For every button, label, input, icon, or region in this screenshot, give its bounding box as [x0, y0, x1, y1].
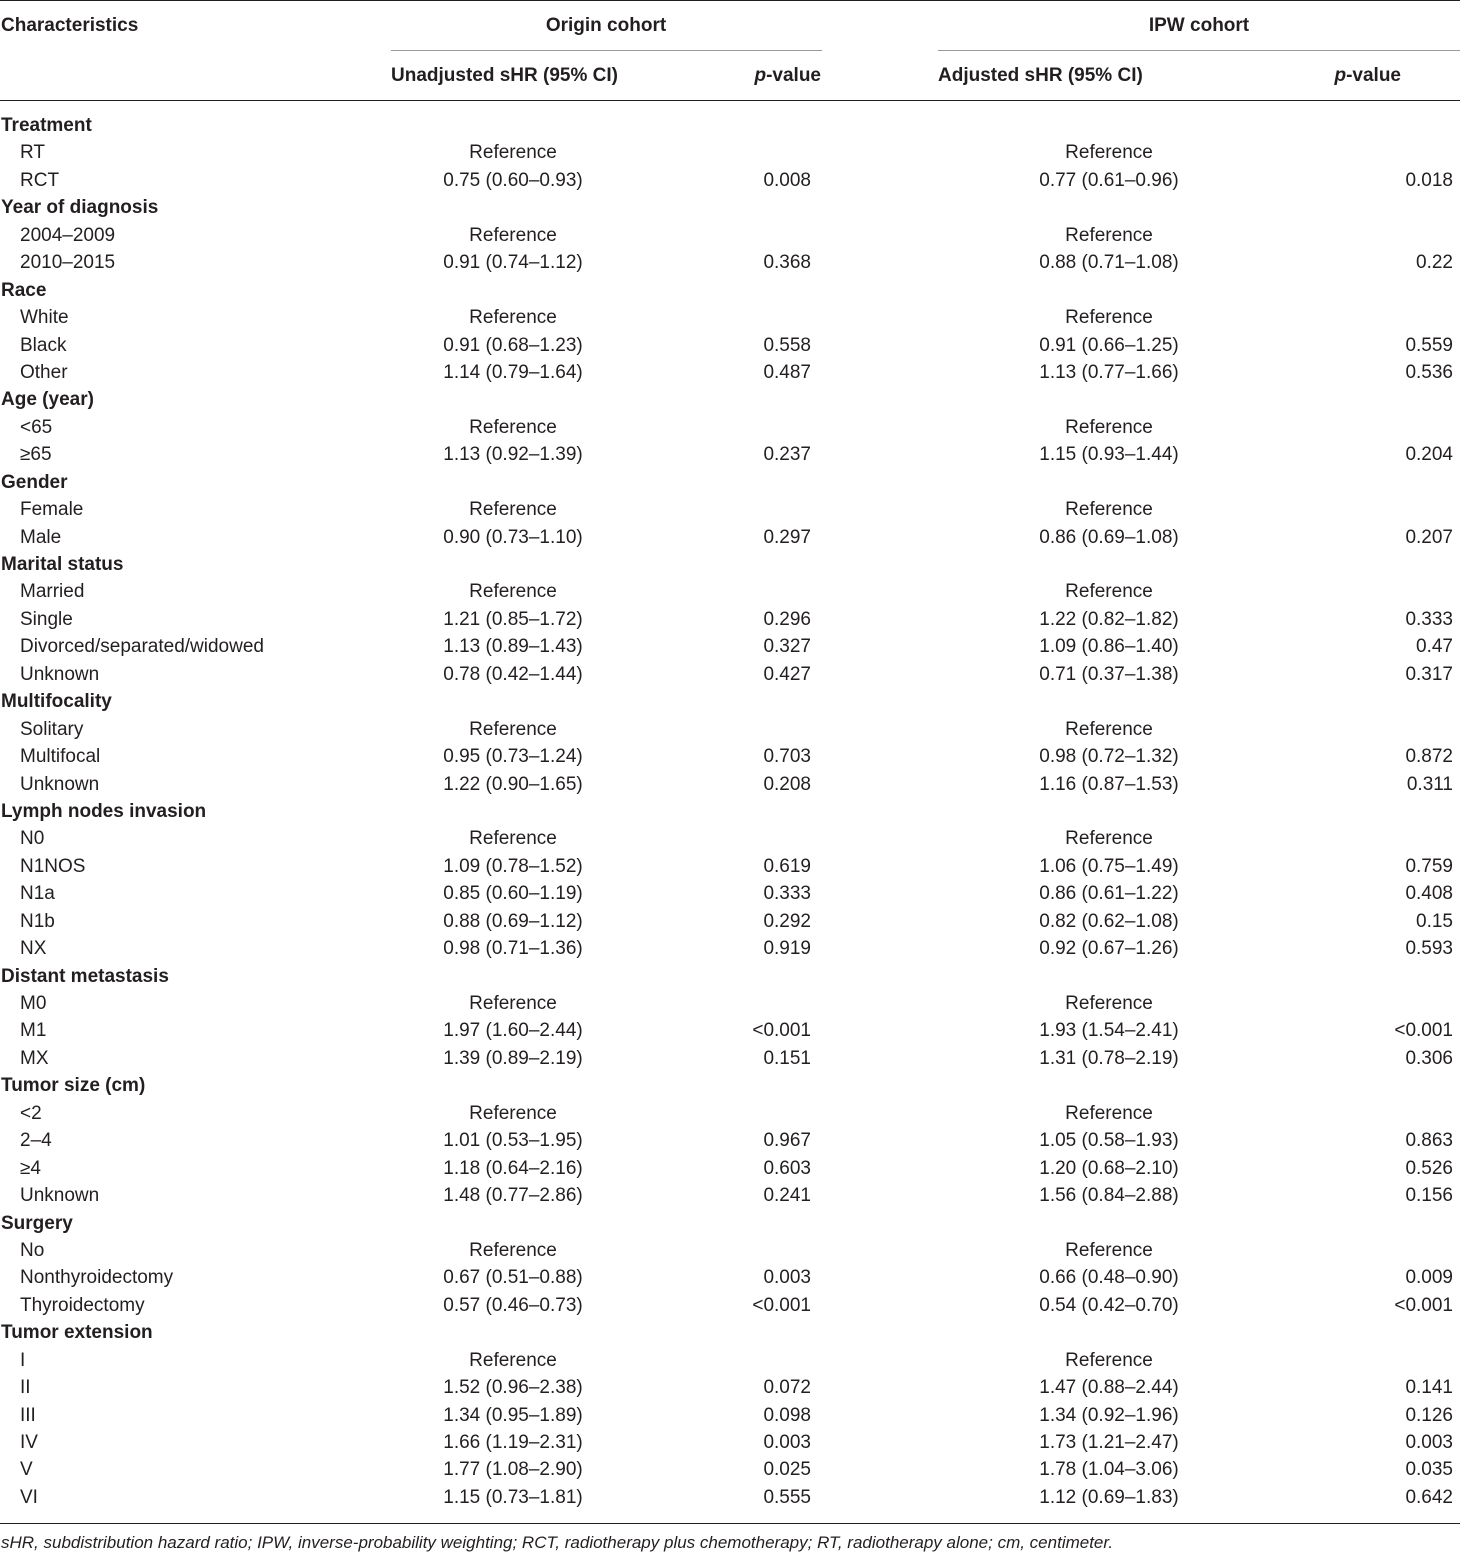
header-origin-p-value: [754, 65, 821, 87]
ipw-cohort-rule: [938, 50, 1460, 51]
ipw-p-cell: 0.872: [1405, 746, 1453, 768]
ipw-p-cell: 0.593: [1405, 938, 1453, 960]
ipw-shr-cell: Reference: [1065, 1349, 1153, 1371]
origin-p-cell: 0.296: [763, 608, 811, 630]
origin-shr-cell: 1.52 (0.96–2.38): [443, 1377, 583, 1399]
table-row: [0, 1374, 1460, 1401]
row-label: RT: [20, 142, 45, 164]
origin-shr-cell: Reference: [469, 828, 557, 850]
origin-shr-cell: 1.18 (0.64–2.16): [443, 1157, 583, 1179]
ipw-p-cell: 0.317: [1405, 663, 1453, 685]
table-row: [0, 414, 1460, 441]
row-label: ≥4: [20, 1157, 41, 1179]
origin-p-cell: 0.297: [763, 526, 811, 548]
origin-shr-cell: 1.66 (1.19–2.31): [443, 1432, 583, 1453]
origin-shr-cell: 1.48 (0.77–2.86): [443, 1185, 583, 1207]
ipw-p-cell: <0.001: [1394, 1020, 1453, 1042]
ipw-shr-cell: 1.16 (0.87–1.53): [1039, 773, 1179, 795]
ipw-shr-cell: 1.34 (0.92–1.96): [1039, 1404, 1179, 1426]
ipw-shr-cell: 1.12 (0.69–1.83): [1039, 1486, 1179, 1508]
row-label: N0: [20, 828, 45, 850]
ipw-shr-cell: Reference: [1065, 224, 1153, 246]
header-ipw-cohort: IPW cohort: [1148, 15, 1250, 36]
group-header-row: [0, 1072, 1460, 1099]
header-ipw-p-value: [1334, 65, 1401, 87]
table-row: [0, 853, 1460, 880]
ipw-p-cell: 0.536: [1405, 361, 1453, 383]
table-row: [0, 1100, 1460, 1127]
p-italic: p: [1334, 65, 1347, 86]
p-italic: p: [754, 65, 767, 86]
row-label: Unknown: [20, 773, 100, 795]
table-row: [0, 908, 1460, 935]
table-row: [0, 1182, 1460, 1209]
origin-shr-cell: 1.77 (1.08–2.90): [443, 1459, 583, 1481]
ipw-shr-cell: 1.22 (0.82–1.82): [1039, 608, 1179, 630]
origin-p-cell: <0.001: [752, 1020, 811, 1042]
ipw-shr-cell: Reference: [1065, 1102, 1153, 1124]
group-header-row: [0, 1319, 1460, 1346]
row-label: Nonthyroidectomy: [20, 1267, 174, 1289]
ipw-p-cell: 0.15: [1416, 910, 1453, 932]
ipw-p-cell: <0.001: [1394, 1294, 1453, 1316]
row-label: M0: [20, 993, 47, 1014]
ipw-p-cell: 0.018: [1405, 169, 1453, 191]
ipw-shr-cell: 1.78 (1.04–3.06): [1039, 1459, 1179, 1481]
ipw-shr-cell: 1.56 (0.84–2.88): [1039, 1185, 1179, 1207]
group-header-row: [0, 963, 1460, 990]
ipw-shr-cell: Reference: [1065, 718, 1153, 740]
origin-shr-cell: Reference: [469, 142, 557, 164]
origin-cohort-rule: [391, 50, 822, 51]
origin-p-cell: 0.619: [763, 855, 811, 877]
ipw-shr-cell: Reference: [1065, 307, 1153, 329]
origin-shr-cell: Reference: [469, 307, 557, 329]
origin-shr-cell: 1.13 (0.89–1.43): [443, 636, 583, 658]
row-label: Lymph nodes invasion: [1, 800, 207, 822]
origin-p-cell: 0.025: [763, 1459, 811, 1481]
origin-shr-cell: 1.22 (0.90–1.65): [443, 773, 583, 795]
table-row: [0, 1402, 1460, 1429]
ipw-shr-cell: Reference: [1065, 828, 1153, 850]
origin-shr-cell: 0.98 (0.71–1.36): [443, 938, 583, 960]
origin-shr-cell: 1.34 (0.95–1.89): [443, 1404, 583, 1426]
table-row: [0, 1456, 1460, 1483]
origin-p-cell: 0.555: [763, 1486, 811, 1508]
origin-shr-cell: 0.88 (0.69–1.12): [443, 910, 583, 932]
ipw-shr-cell: 1.09 (0.86–1.40): [1039, 636, 1179, 658]
table-row: [0, 1292, 1460, 1319]
ipw-p-cell: 0.035: [1405, 1459, 1453, 1481]
ipw-p-cell: 0.204: [1405, 444, 1453, 466]
origin-p-cell: 0.919: [763, 938, 811, 960]
row-label: Black: [20, 334, 67, 356]
ipw-shr-cell: 1.31 (0.78–2.19): [1039, 1047, 1179, 1069]
origin-p-cell: 0.967: [763, 1130, 811, 1152]
table-row: [0, 249, 1460, 276]
origin-shr-cell: Reference: [469, 1349, 557, 1371]
group-header-row: [0, 798, 1460, 825]
row-label: Divorced/separated/widowed: [20, 636, 264, 658]
ipw-shr-cell: 0.71 (0.37–1.38): [1039, 663, 1179, 685]
ipw-shr-cell: 1.15 (0.93–1.44): [1039, 444, 1179, 466]
row-label: Surgery: [1, 1212, 73, 1234]
ipw-shr-cell: 1.20 (0.68–2.10): [1039, 1157, 1179, 1179]
origin-shr-cell: 1.13 (0.92–1.39): [443, 444, 583, 466]
row-label: V: [20, 1459, 33, 1481]
origin-p-cell: 0.003: [763, 1432, 811, 1453]
table-top-rule: [0, 0, 1460, 1]
group-header-row: [0, 194, 1460, 221]
origin-shr-cell: 1.97 (1.60–2.44): [443, 1020, 583, 1042]
row-label: Treatment: [1, 115, 92, 136]
table-row: [0, 1237, 1460, 1264]
row-label: IV: [20, 1432, 38, 1453]
ipw-shr-cell: 0.91 (0.66–1.25): [1039, 334, 1179, 356]
table-row: [0, 524, 1460, 551]
row-label: Distant metastasis: [1, 965, 169, 987]
table-row: [0, 771, 1460, 798]
table-body: [0, 112, 1460, 1511]
table-row: [0, 633, 1460, 660]
origin-p-cell: 0.333: [763, 883, 811, 905]
ipw-shr-cell: Reference: [1065, 581, 1153, 603]
origin-shr-cell: 0.67 (0.51–0.88): [443, 1267, 583, 1289]
ipw-p-cell: 0.642: [1405, 1486, 1453, 1508]
table-row: [0, 441, 1460, 468]
row-label: 2004–2009: [20, 224, 116, 246]
ipw-p-cell: 0.009: [1405, 1267, 1453, 1289]
origin-p-cell: 0.008: [763, 169, 811, 191]
origin-p-cell: 0.151: [763, 1047, 811, 1069]
origin-p-cell: 0.558: [763, 334, 811, 356]
ipw-shr-cell: 0.54 (0.42–0.70): [1039, 1294, 1179, 1316]
row-label: Thyroidectomy: [20, 1294, 145, 1316]
group-header-row: [0, 688, 1460, 715]
table-row: [0, 880, 1460, 907]
origin-p-cell: 0.098: [763, 1404, 811, 1426]
ipw-shr-cell: 0.66 (0.48–0.90): [1039, 1267, 1179, 1289]
row-label: Age (year): [1, 389, 94, 411]
origin-p-cell: <0.001: [752, 1294, 811, 1316]
row-label: M1: [20, 1020, 47, 1042]
table-row: [0, 167, 1460, 194]
row-label: <65: [20, 416, 53, 438]
ipw-p-cell: 0.47: [1416, 636, 1453, 658]
row-label: N1a: [20, 883, 55, 905]
row-label: Year of diagnosis: [1, 197, 159, 219]
row-label: ≥65: [20, 444, 52, 466]
row-label: No: [20, 1239, 45, 1261]
ipw-p-cell: 0.759: [1405, 855, 1453, 877]
table-row: [0, 304, 1460, 331]
origin-shr-cell: Reference: [469, 224, 557, 246]
group-header-row: [0, 112, 1460, 139]
table-row: [0, 1264, 1460, 1291]
origin-shr-cell: 1.21 (0.85–1.72): [443, 608, 583, 630]
table-row: [0, 825, 1460, 852]
ipw-p-cell: 0.141: [1405, 1377, 1453, 1399]
origin-shr-cell: 1.14 (0.79–1.64): [443, 361, 583, 383]
origin-shr-cell: Reference: [469, 416, 557, 438]
origin-shr-cell: 1.39 (0.89–2.19): [443, 1047, 583, 1069]
row-label: Other: [20, 361, 68, 383]
origin-p-cell: 0.703: [763, 746, 811, 768]
ipw-p-cell: 0.156: [1405, 1185, 1453, 1207]
ipw-shr-cell: 1.73 (1.21–2.47): [1039, 1432, 1179, 1453]
ipw-p-cell: 0.22: [1416, 252, 1453, 274]
origin-p-cell: 0.208: [763, 773, 811, 795]
row-label: Gender: [1, 471, 68, 493]
header-adjusted-shr: Adjusted sHR (95% CI): [938, 65, 1143, 86]
table-row: [0, 1017, 1460, 1044]
table-row: [0, 990, 1460, 1017]
ipw-shr-cell: 1.06 (0.75–1.49): [1039, 855, 1179, 877]
ipw-p-cell: 0.408: [1405, 883, 1453, 905]
origin-shr-cell: 0.91 (0.68–1.23): [443, 334, 583, 356]
origin-shr-cell: Reference: [469, 1239, 557, 1261]
table-row: [0, 1155, 1460, 1182]
origin-shr-cell: Reference: [469, 993, 557, 1014]
table-row: [0, 496, 1460, 523]
group-header-row: [0, 277, 1460, 304]
ipw-p-cell: 0.526: [1405, 1157, 1453, 1179]
ipw-shr-cell: 0.98 (0.72–1.32): [1039, 746, 1179, 768]
ipw-shr-cell: 0.88 (0.71–1.08): [1039, 252, 1179, 274]
group-header-row: [0, 386, 1460, 413]
origin-p-cell: 0.427: [763, 663, 811, 685]
origin-shr-cell: 0.78 (0.42–1.44): [443, 663, 583, 685]
row-label: NX: [20, 938, 47, 960]
origin-shr-cell: 0.75 (0.60–0.93): [443, 169, 583, 191]
origin-shr-cell: 1.09 (0.78–1.52): [443, 855, 583, 877]
group-header-row: [0, 551, 1460, 578]
row-label: N1b: [20, 910, 55, 932]
table-row: [0, 578, 1460, 605]
ipw-shr-cell: 0.77 (0.61–0.96): [1039, 169, 1179, 191]
row-label: Unknown: [20, 663, 100, 685]
ipw-p-cell: 0.126: [1405, 1404, 1453, 1426]
p-suffix: -value: [766, 65, 821, 86]
ipw-shr-cell: 1.13 (0.77–1.66): [1039, 361, 1179, 383]
table-row: [0, 661, 1460, 688]
table-bottom-rule: [0, 1523, 1460, 1524]
table-row: [0, 606, 1460, 633]
row-label: Multifocality: [1, 691, 112, 713]
ipw-shr-cell: 1.05 (0.58–1.93): [1039, 1130, 1179, 1152]
table-row: [0, 1045, 1460, 1072]
row-label: MX: [20, 1047, 49, 1069]
ipw-shr-cell: Reference: [1065, 1239, 1153, 1261]
origin-p-cell: 0.003: [763, 1267, 811, 1289]
table-row: [0, 222, 1460, 249]
p-suffix: -value: [1346, 65, 1401, 86]
ipw-shr-cell: 1.93 (1.54–2.41): [1039, 1020, 1179, 1042]
origin-p-cell: 0.241: [763, 1185, 811, 1207]
table-row: [0, 1429, 1460, 1456]
table-row: [0, 359, 1460, 386]
ipw-p-cell: 0.311: [1406, 773, 1453, 795]
origin-shr-cell: 0.57 (0.46–0.73): [443, 1294, 583, 1316]
row-label: Marital status: [1, 554, 124, 575]
row-label: White: [20, 307, 69, 329]
ipw-shr-cell: 0.86 (0.61–1.22): [1039, 883, 1179, 905]
origin-p-cell: 0.368: [763, 252, 811, 274]
row-label: Unknown: [20, 1185, 100, 1207]
header-bottom-rule: [0, 100, 1460, 101]
ipw-p-cell: 0.863: [1405, 1130, 1453, 1152]
group-header-row: [0, 469, 1460, 496]
table-row: [0, 139, 1460, 166]
header-unadjusted-shr: Unadjusted sHR (95% CI): [391, 65, 618, 86]
origin-p-cell: 0.603: [763, 1157, 811, 1179]
header-origin-cohort: Origin cohort: [545, 15, 667, 36]
ipw-p-cell: 0.559: [1405, 334, 1453, 356]
row-label: III: [20, 1404, 36, 1426]
origin-p-cell: 0.487: [763, 361, 811, 383]
row-label: Tumor size (cm): [1, 1075, 146, 1097]
ipw-shr-cell: Reference: [1065, 993, 1153, 1014]
origin-shr-cell: 0.85 (0.60–1.19): [443, 883, 583, 905]
table-row: [0, 1127, 1460, 1154]
origin-shr-cell: Reference: [469, 581, 557, 603]
origin-shr-cell: 0.91 (0.74–1.12): [443, 252, 583, 274]
ipw-p-cell: 0.207: [1405, 526, 1453, 548]
ipw-shr-cell: Reference: [1065, 499, 1153, 521]
row-label: N1NOS: [20, 855, 86, 877]
group-header-row: [0, 1210, 1460, 1237]
row-label: <2: [20, 1102, 42, 1124]
row-label: Married: [20, 581, 85, 603]
ipw-p-cell: 0.333: [1405, 608, 1453, 630]
ipw-shr-cell: Reference: [1065, 142, 1153, 164]
row-label: I: [20, 1349, 26, 1371]
row-label: II: [20, 1377, 31, 1399]
row-label: Multifocal: [20, 746, 101, 768]
ipw-p-cell: 0.306: [1405, 1047, 1453, 1069]
header-characteristics: Characteristics: [1, 15, 139, 36]
origin-p-cell: 0.072: [763, 1377, 811, 1399]
table-row: [0, 332, 1460, 359]
row-label: 2010–2015: [20, 252, 116, 274]
ipw-p-cell: 0.003: [1405, 1432, 1453, 1453]
row-label: Male: [20, 526, 62, 548]
row-label: Solitary: [20, 718, 84, 740]
row-label: RCT: [20, 169, 60, 191]
origin-shr-cell: 0.90 (0.73–1.10): [443, 526, 583, 548]
origin-shr-cell: 1.15 (0.73–1.81): [443, 1486, 583, 1508]
ipw-shr-cell: Reference: [1065, 416, 1153, 438]
table-row: [0, 716, 1460, 743]
table-row: [0, 1484, 1460, 1511]
origin-p-cell: 0.327: [763, 636, 811, 658]
row-label: Single: [20, 608, 73, 630]
origin-shr-cell: Reference: [469, 499, 557, 521]
footnote: sHR, subdistribution hazard ratio; IPW, inverse-probability weighting; RCT, radiotherapy plus chemotherapy; RT, radiotherapy alone; cm, centimeter.: [1, 1533, 1114, 1552]
row-label: Race: [1, 279, 47, 301]
row-label: 2–4: [20, 1130, 52, 1152]
ipw-shr-cell: 1.47 (0.88–2.44): [1039, 1377, 1179, 1399]
origin-p-cell: 0.292: [763, 910, 811, 932]
ipw-shr-cell: 0.82 (0.62–1.08): [1039, 910, 1179, 932]
table-row: [0, 743, 1460, 770]
table-row: [0, 1347, 1460, 1374]
ipw-shr-cell: 0.86 (0.69–1.08): [1039, 526, 1179, 548]
row-label: Tumor extension: [1, 1322, 153, 1344]
origin-p-cell: 0.237: [763, 444, 811, 466]
ipw-shr-cell: 0.92 (0.67–1.26): [1039, 938, 1179, 960]
origin-shr-cell: 0.95 (0.73–1.24): [443, 746, 583, 768]
origin-shr-cell: 1.01 (0.53–1.95): [443, 1130, 583, 1152]
row-label: VI: [20, 1486, 38, 1508]
origin-shr-cell: Reference: [469, 718, 557, 740]
row-label: Female: [20, 499, 84, 521]
origin-shr-cell: Reference: [469, 1102, 557, 1124]
table-row: [0, 935, 1460, 962]
